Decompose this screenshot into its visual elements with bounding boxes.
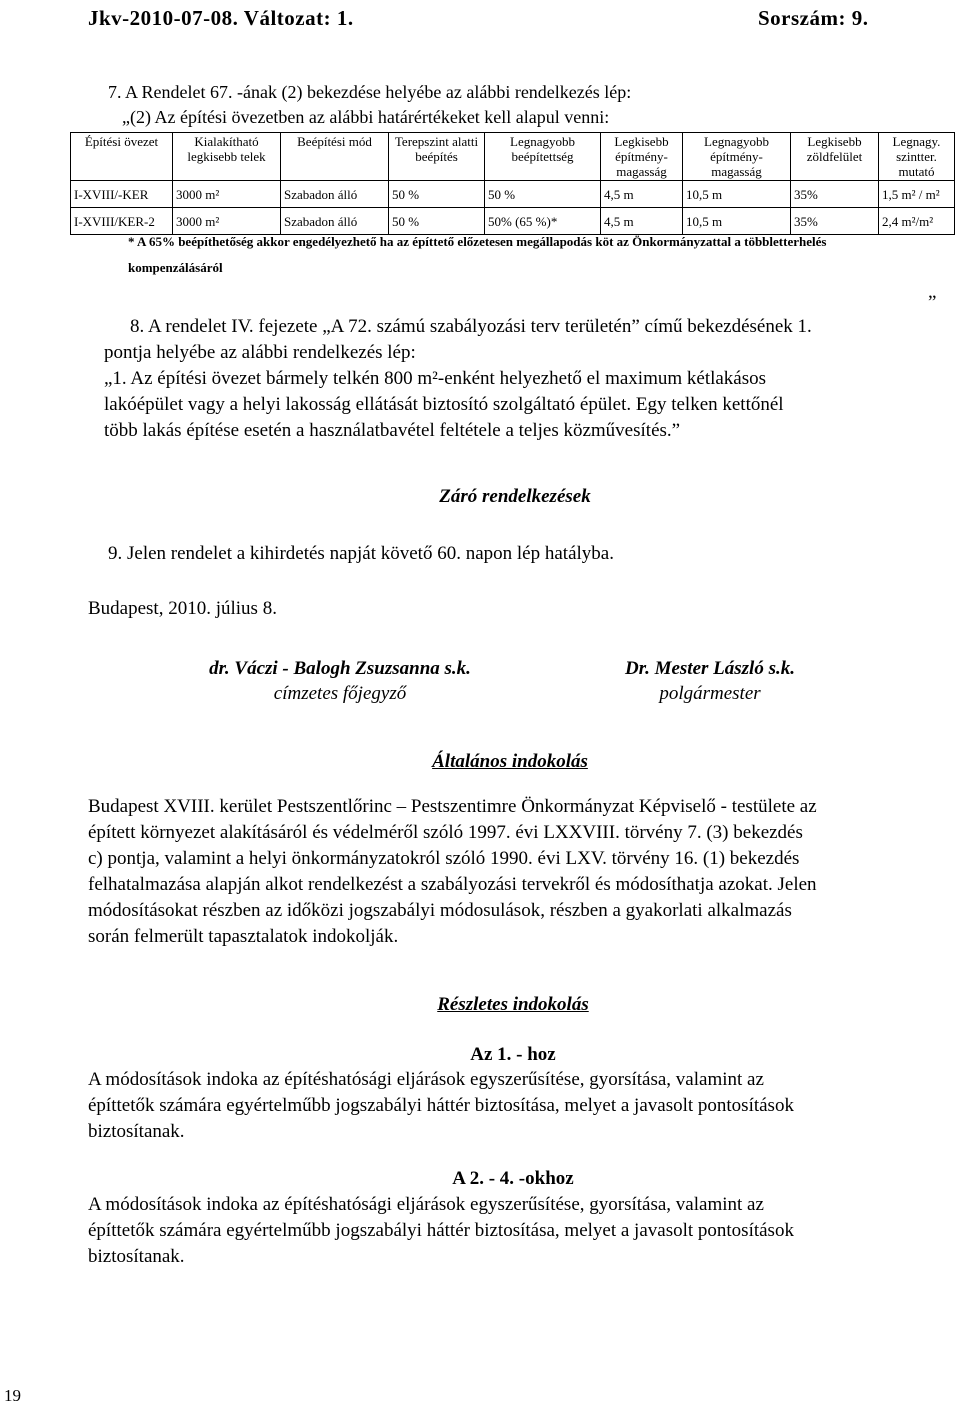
closing-title: Záró rendelkezések	[439, 486, 591, 507]
table-cell: I-XVIII/KER-2	[71, 208, 173, 235]
general-line: módosításokat részben az időközi jogszabályi módosulások, részben a gyakorlati alkalmazás	[88, 900, 792, 921]
detailed-para1-line: A módosítások indoka az építéshatósági eljárások egyszerűsítése, gyorsítása, valamint az	[88, 1069, 764, 1090]
table-cell: 50% (65 %)*	[485, 208, 601, 235]
header-left: Jkv-2010-07-08. Változat: 1.	[88, 6, 354, 30]
table-header-row	[71, 133, 955, 181]
table-cell: 35%	[791, 208, 879, 235]
table-header-cell: Terepszint alatti beépítés	[389, 133, 485, 181]
table-cell: Szabadon álló	[281, 181, 389, 208]
general-line: c) pontja, valamint a helyi önkormányzatokról szóló 1990. évi LXV. törvény 16. (1) bekezdés	[88, 848, 800, 869]
signatory-right-title: polgármester	[659, 683, 761, 704]
table-cell: 4,5 m	[601, 181, 683, 208]
detailed-subtitle-2: A 2. - 4. -okhoz	[452, 1168, 574, 1189]
table-cell: Szabadon álló	[281, 208, 389, 235]
general-line: során felmerült tapasztalatok indokolják.	[88, 926, 399, 947]
table-header-cell: Legnagy. szintter. mutató	[879, 133, 955, 181]
section-7-line1: 7. A Rendelet 67. -ának (2) bekezdése helyébe az alábbi rendelkezés lép:	[108, 82, 632, 102]
general-line: épített környezet alakításáról és védelméről szóló 1997. évi LXXVIII. törvény 7. (3) bekezdés	[88, 822, 803, 843]
table-cell: 35%	[791, 181, 879, 208]
section-8-line4: lakóépület vagy a helyi lakosság ellátását biztosító szolgáltató épület. Egy telken kettőnél	[104, 394, 784, 415]
table-cell: 4,5 m	[601, 208, 683, 235]
closing-quote: ”	[928, 292, 937, 313]
table-header-cell: Legnagyobb építmény-magasság	[683, 133, 791, 181]
signatory-right-name: Dr. Mester László s.k.	[625, 658, 795, 679]
signatory-left-title: címzetes főjegyző	[273, 683, 407, 704]
detailed-title: Részletes indokolás	[437, 994, 589, 1015]
detailed-subtitle-1: Az 1. - hoz	[470, 1044, 556, 1065]
detailed-para2-line: A módosítások indoka az építéshatósági eljárások egyszerűsítése, gyorsítása, valamint az	[88, 1194, 764, 1215]
table-cell: 50 %	[485, 181, 601, 208]
section-8-line2: pontja helyébe az alábbi rendelkezés lép:	[104, 342, 416, 363]
section-7-line2: „(2) Az építési övezetben az alábbi határértékeket kell alapul venni:	[122, 107, 610, 127]
table-row	[71, 181, 955, 208]
section-8-line1: 8. A rendelet IV. fejezete „A 72. számú szabályozási terv területén” című bekezdésének 1.	[130, 316, 812, 337]
detailed-para1-line: biztosítanak.	[88, 1121, 185, 1142]
general-line: felhatalmazása alapján alkot rendelkezést a szabályozási tervekről és módosíthatja azokat. Jelen	[88, 874, 817, 895]
table-footnote: * A 65% beépíthetőség akkor engedélyezhető ha az építtető előzetesen megállapodás köt az Önkormányzattal a többletterhelés	[128, 234, 827, 249]
detailed-para2-line: építtetők számára egyértelműbb jogszabályi háttér biztosítása, melyet a javasolt pontosítások	[88, 1220, 794, 1241]
table-cell: I-XVIII/-KER	[71, 181, 173, 208]
table-cell: 1,5 m² / m²	[879, 181, 955, 208]
regulation-table	[70, 132, 955, 235]
place-date: Budapest, 2010. július 8.	[88, 598, 277, 619]
table-header-cell: Beépítési mód	[281, 133, 389, 181]
section-9: 9. Jelen rendelet a kihirdetés napját követő 60. napon lép hatályba.	[108, 543, 614, 564]
signatory-left-name: dr. Váczi - Balogh Zsuzsanna s.k.	[209, 658, 471, 679]
table-cell: 50 %	[389, 208, 485, 235]
table-cell: 2,4 m²/m²	[879, 208, 955, 235]
page-number: 19	[4, 1386, 21, 1405]
table-header-cell: Kialakítható legkisebb telek	[173, 133, 281, 181]
general-title: Általános indokolás	[432, 751, 588, 772]
table-header-cell: Legkisebb zöldfelület	[791, 133, 879, 181]
table-header-cell: Építési övezet	[71, 133, 173, 181]
table-footnote-cont: kompenzálásáról	[128, 260, 223, 275]
detailed-para2-line: biztosítanak.	[88, 1246, 185, 1267]
table-header-cell: Legkisebb építmény-magasság	[601, 133, 683, 181]
table-cell: 50 %	[389, 181, 485, 208]
table-cell: 10,5 m	[683, 208, 791, 235]
detailed-para1-line: építtetők számára egyértelműbb jogszabályi háttér biztosítása, melyet a javasolt pontosítások	[88, 1095, 794, 1116]
general-line: Budapest XVIII. kerület Pestszentlőrinc – Pestszentimre Önkormányzat Képviselő - testülete az	[88, 796, 817, 817]
header-right: Sorszám: 9.	[758, 6, 869, 30]
table-cell: 10,5 m	[683, 181, 791, 208]
section-8-line3: „1. Az építési övezet bármely telkén 800 m²-enként helyezhető el maximum kétlakásos	[104, 368, 767, 389]
table-header-cell: Legnagyobb beépítettség	[485, 133, 601, 181]
table-cell: 3000 m²	[173, 181, 281, 208]
section-8-line5: több lakás építése esetén a használatbavétel feltétele a teljes közművesítés.”	[104, 420, 681, 441]
table-cell: 3000 m²	[173, 208, 281, 235]
